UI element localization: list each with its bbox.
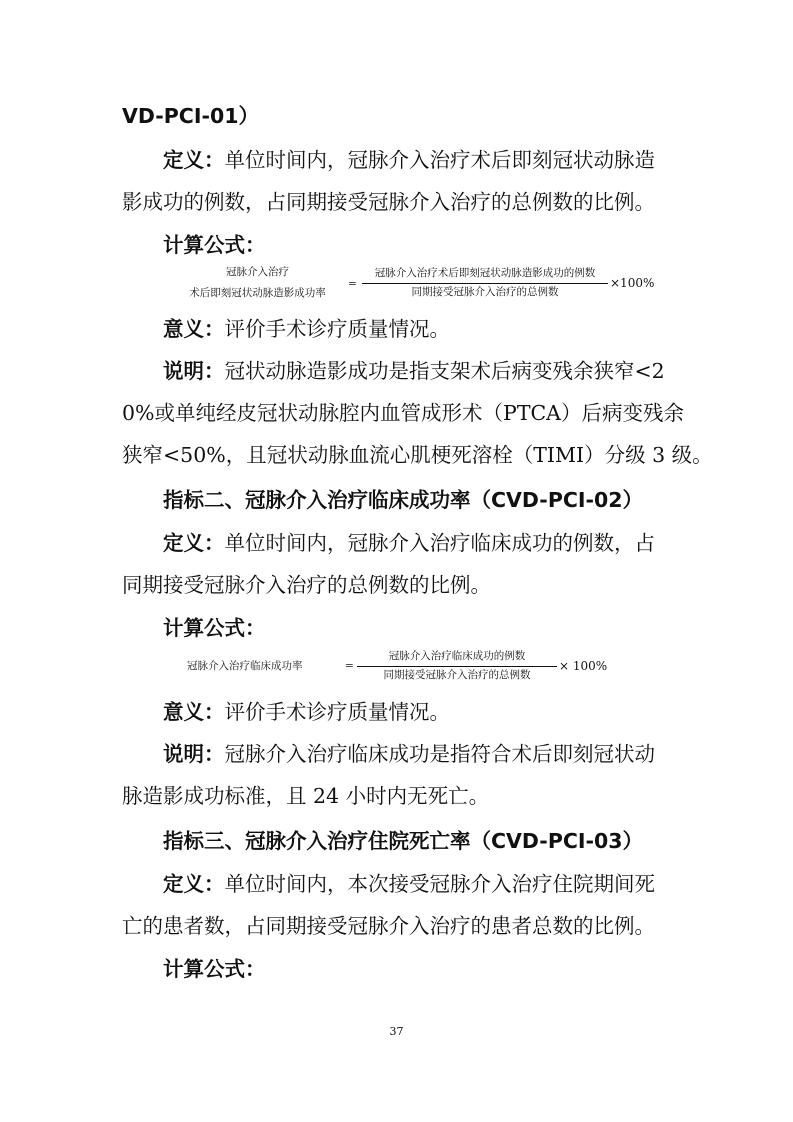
formula-1-lhs-line1: 冠脉介入治疗 — [226, 266, 289, 278]
definition-label: 定义： — [163, 872, 225, 896]
note-text-line: 0%或单纯经皮冠状动脉腔内血管成形术（PTCA）后病变残余 — [122, 401, 684, 425]
note-text: 冠状动脉造影成功是指支架术后病变残余狭窄<2 — [224, 359, 665, 383]
meaning-text: 评价手术诊疗质量情况。 — [224, 700, 450, 724]
note-label: 说明： — [163, 359, 225, 383]
meaning-label: 意义： — [163, 700, 225, 724]
formula-1-equals: = — [348, 278, 357, 290]
definition-text: 单位时间内，冠脉介入治疗术后即刻冠状动脉造 — [224, 148, 655, 172]
meaning-label: 意义： — [163, 317, 225, 341]
formula-1-numerator: 冠脉介入治疗术后即刻冠状动脉造影成功的例数 — [374, 267, 596, 279]
page-number: 37 — [389, 1025, 404, 1038]
formula-2 — [0, 648, 793, 688]
formula-label: 计算公式： — [163, 616, 266, 640]
formula-2-lhs: 冠脉介入治疗临床成功率 — [187, 660, 303, 672]
note-label: 说明： — [163, 742, 225, 766]
note-paragraph — [163, 741, 655, 767]
formula-1-lhs-line2: 术后即刻冠状动脉造影成功率 — [189, 287, 326, 299]
meaning-text: 评价手术诊疗质量情况。 — [224, 317, 450, 341]
formula-1 — [0, 264, 793, 304]
meaning-paragraph — [163, 699, 450, 725]
formula-2-denominator: 同期接受冠脉介入治疗的总例数 — [383, 669, 531, 681]
formula-label: 计算公式： — [163, 957, 266, 981]
definition-paragraph — [163, 530, 655, 556]
fraction-bar — [362, 283, 608, 284]
fraction-bar — [357, 666, 557, 667]
definition-paragraph — [163, 871, 655, 897]
section-heading: 指标二、冠脉介入治疗临床成功率（CVD-PCI-02） — [163, 488, 644, 512]
definition-text-line: 影成功的例数，占同期接受冠脉介入治疗的总例数的比例。 — [122, 190, 655, 214]
definition-paragraph — [163, 147, 655, 173]
definition-label: 定义： — [163, 148, 225, 172]
meaning-paragraph — [163, 316, 450, 342]
formula-2-multiplier: × 100% — [559, 659, 608, 673]
definition-text: 单位时间内，冠脉介入治疗临床成功的例数，占 — [224, 531, 655, 555]
definition-text-line: 亡的患者数，占同期接受冠脉介入治疗的患者总数的比例。 — [122, 914, 655, 938]
formula-2-equals: = — [345, 660, 354, 672]
note-text-line: 狭窄<50%，且冠状动脉血流心肌梗死溶栓（TIMI）分级 3 级。 — [122, 443, 713, 467]
definition-label: 定义： — [163, 531, 225, 555]
formula-1-multiplier: ×100% — [610, 276, 655, 290]
formula-1-denominator: 同期接受冠脉介入治疗的总例数 — [411, 286, 559, 298]
formula-2-fraction — [357, 650, 557, 682]
formula-label: 计算公式： — [163, 233, 266, 257]
note-paragraph — [163, 358, 665, 384]
note-text: 冠脉介入治疗临床成功是指符合术后即刻冠状动 — [224, 742, 655, 766]
note-text-line: 脉造影成功标准，且 24 小时内无死亡。 — [122, 784, 490, 808]
section-heading: 指标三、冠脉介入治疗住院死亡率（CVD-PCI-03） — [163, 829, 644, 853]
definition-text-line: 同期接受冠脉介入治疗的总例数的比例。 — [122, 573, 491, 597]
formula-1-fraction — [362, 267, 608, 299]
section-code-continuation: VD-PCI-01） — [122, 104, 260, 128]
formula-1-lhs — [165, 266, 350, 300]
formula-2-numerator: 冠脉介入治疗临床成功的例数 — [388, 650, 526, 662]
definition-text: 单位时间内，本次接受冠脉介入治疗住院期间死 — [224, 872, 655, 896]
